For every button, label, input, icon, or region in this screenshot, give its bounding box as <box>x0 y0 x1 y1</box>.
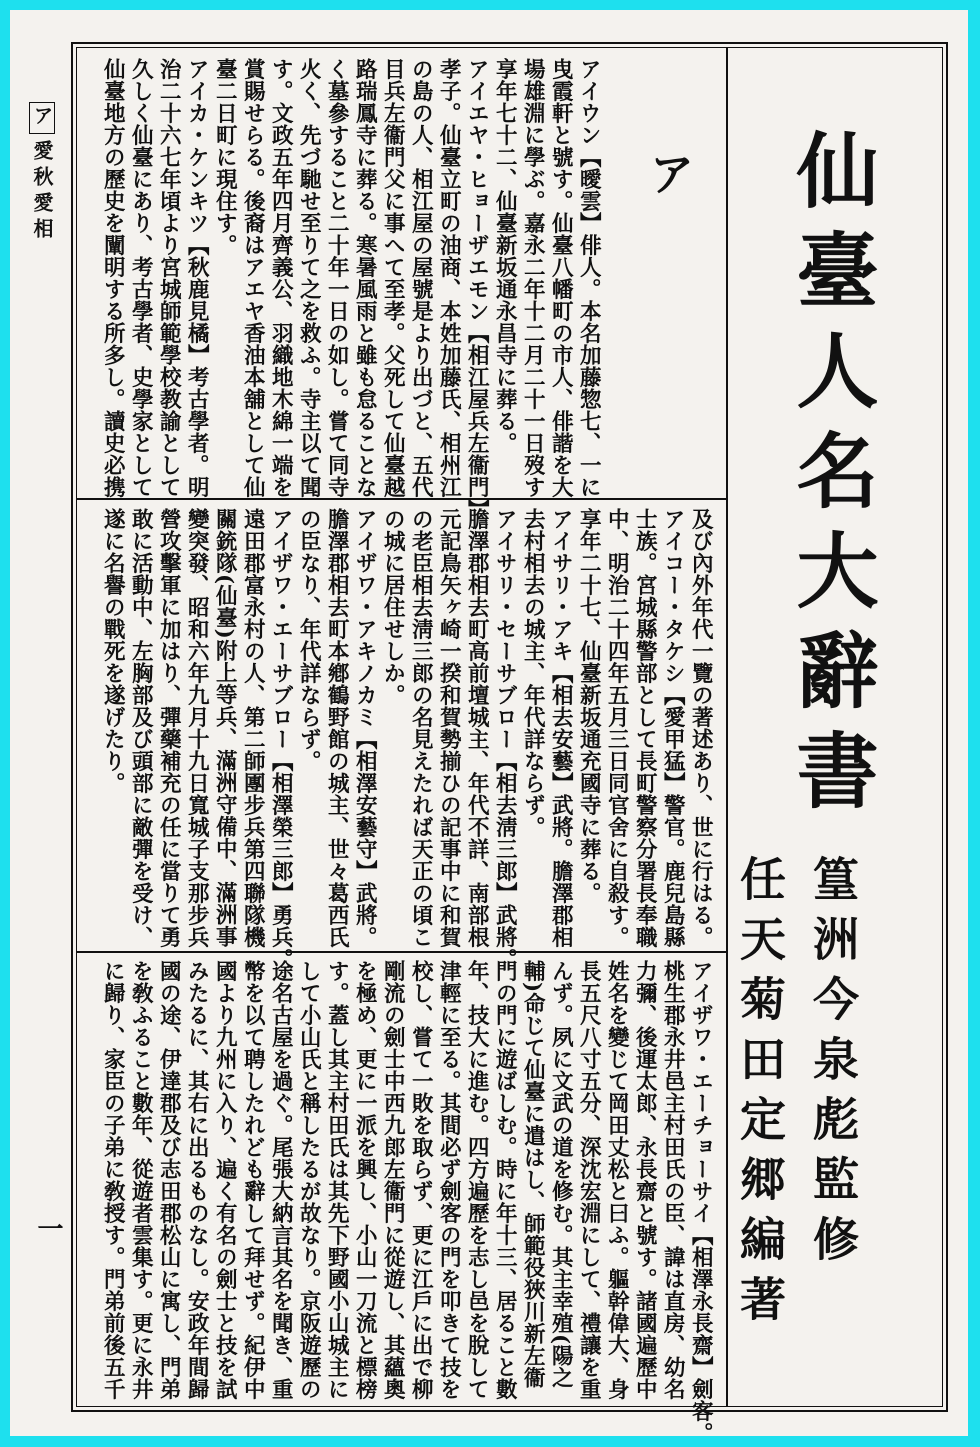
upper-column: 曳霞軒と號す。仙臺八幡町の市人、俳諧を大 <box>548 58 574 498</box>
lower-column: 輔)命じて仙臺に遣はし、師範役狹川新左衞 <box>520 960 546 1389</box>
upper-column: 賞賜せらる。後裔はアエヤ香油本舖として仙 <box>240 58 266 498</box>
middle-column: アイコー・タケシ【愛甲猛】警官。鹿兒島縣 <box>660 508 686 948</box>
middle-column: 元記鳥矢ヶ崎一揆和賀勢揃ひの記事中に和賀 <box>436 508 462 948</box>
upper-column: 仙臺地方の歷史を闡明する所多し。讀史必携 <box>100 58 126 498</box>
lower-column: 校し、嘗て一敗を取らず、更に江戶に出で柳 <box>408 960 434 1400</box>
middle-column: アイサリ・アキ【相去安藝】武將。膽澤郡相 <box>548 508 574 948</box>
lower-column: 國の途、伊達郡及び志田郡松山に寓し、門弟 <box>156 960 182 1400</box>
middle-column: 遠田郡富永村の人、第二師團步兵第四聯隊機 <box>240 508 266 948</box>
middle-column: 營攻擊軍に加はり、彈藥補充の任に當りて勇 <box>156 508 182 948</box>
lower-column: 途名古屋を過ぐ。尾張大納言其名を聞き、重 <box>268 960 294 1400</box>
middle-column: 遂に名譽の戰死を遂げたり。 <box>100 508 126 794</box>
lower-column: に歸り、家臣の子弟に敎授す。門弟前後五千 <box>100 960 126 1400</box>
upper-column: 路瑞鳳寺に葬る。寒暑風雨と雖も怠ることな <box>352 58 378 498</box>
block-divider-lower <box>76 951 726 953</box>
author-editor <box>733 855 787 1335</box>
upper-column: の島の人、相江屋の屋號是より出づと、五代 <box>408 58 434 498</box>
upper-column: 場雄淵に學ぶ。嘉永二年十二月二十一日歿す <box>520 58 546 498</box>
running-head <box>28 102 57 244</box>
author-supervisor-name: 篁洲今泉彪 <box>806 855 860 1155</box>
middle-column: アイザワ・アキノカミ【相澤安藝守】武將。 <box>352 508 378 948</box>
middle-column: 去村相去の城主、年代詳ならず。 <box>520 508 546 838</box>
lower-column: 幣を以て聘したれども辭して拜せず。紀伊中 <box>240 960 266 1400</box>
middle-column: 享年二十七、仙臺新坂通充國寺に葬る。 <box>576 508 602 904</box>
middle-column: 士族。宮城縣警部として長町警察分署長奉職 <box>632 508 658 948</box>
book-title: 仙臺人名大辭書 <box>783 128 879 828</box>
title-divider <box>726 47 728 1407</box>
upper-column: 目兵左衞門父に事へて至孝。父死して仙臺越 <box>380 58 406 498</box>
lower-column: 津輕に至る。其間必ず劍客の門を叩きて技を <box>436 960 462 1400</box>
upper-column: 治二十六七年頃より宮城師範學校教諭として <box>156 58 182 498</box>
running-head-kana: ア <box>29 102 55 134</box>
upper-column: 久しく仙臺にあり、考古學者、史學家として <box>128 58 154 498</box>
middle-column: の老臣相去淸三郎の名見えたれば天正の頃こ <box>408 508 434 948</box>
upper-column: 享年七十二、仙臺新坂通永昌寺に葬る。 <box>492 58 518 454</box>
author-supervisor-role: 監修 <box>806 1155 860 1275</box>
middle-column: アイサリ・セーサブロー【相去淸三郎】武將。 <box>492 508 518 970</box>
upper-column: く墓參すること二十年一日の如し。嘗て同寺 <box>324 58 350 498</box>
lower-column: んず。夙に文武の道を修む。其主幸殖(陽之 <box>548 960 574 1389</box>
upper-column: アイエヤ・ヒョーザエモン【相江屋兵左衞門】 <box>464 58 490 520</box>
lower-column: みたるに、其右に出るものなし。安政年間歸 <box>184 960 210 1400</box>
middle-column: 膽澤郡相去町高前壇城主、年代不詳、南部根 <box>464 508 490 948</box>
upper-column: 火く、先づ馳せ至りて之を救ふ。寺主以て聞 <box>296 58 322 498</box>
lower-column: を敎ふること數年、從遊者雲集す。更に永井 <box>128 960 154 1400</box>
lower-column: 桃生郡永井邑主村田氏の臣、諱は直房、幼名 <box>660 960 686 1400</box>
lower-column: 國より九州に入り、遍く有名の劍士と技を試 <box>212 960 238 1400</box>
block-divider-upper <box>76 498 726 500</box>
author-editor-role: 編著 <box>733 1215 787 1335</box>
lower-column: して小山氏と稱したるが故なり。京阪遊歷の <box>296 960 322 1400</box>
middle-column: の城に居住せしか。 <box>380 508 406 706</box>
middle-column: 膽澤郡相去町本鄕鶴野館の城主、世々葛西氏 <box>324 508 350 948</box>
section-heading-kana: ア <box>642 150 696 196</box>
author-supervisor <box>806 855 860 1275</box>
page-number: 一 <box>33 1215 63 1241</box>
lower-column: 年、技大に進む。四方遍歷を志し邑を脫して <box>464 960 490 1400</box>
book-page <box>10 10 968 1444</box>
middle-column: アイザワ・エーサブロー【相澤榮三郎】勇兵。 <box>268 508 294 970</box>
upper-column: す。文政五年四月齊義公、羽織地木綿一端を <box>268 58 294 498</box>
upper-column: アイウン【曖雲】俳人。本名加藤惣七、一に <box>576 58 602 498</box>
lower-column: 門の門に遊ばしむ。時に年十三、居ること數 <box>492 960 518 1400</box>
author-editor-name: 任天菊田定郷 <box>733 855 787 1215</box>
middle-column: 敢に活動中、左胸部及び頭部に敵彈を受け、 <box>128 508 154 948</box>
middle-column: 及び內外年代一覽の著述あり、世に行はる。 <box>688 508 714 948</box>
upper-column: 臺二日町に現住す。 <box>212 58 238 256</box>
lower-column: 姓名を變じて岡田丈松と曰ふ。軀幹偉大、身 <box>604 960 630 1400</box>
upper-column: アイカ・ケンキツ【秋鹿見橘】考古學者。明 <box>184 58 210 498</box>
middle-column: の臣なり、年代詳ならず。 <box>296 508 322 772</box>
running-head-range: 愛秋愛相 <box>30 140 54 244</box>
middle-column: 中、明治二十四年五月三日同官舍に自殺す。 <box>604 508 630 948</box>
lower-column: 力彌、後運太郎、永長齋と號す。諸國遍歷中 <box>632 960 658 1400</box>
lower-column: 長五尺八寸五分、深沈宏淵にして、禮讓を重 <box>576 960 602 1400</box>
lower-column: を極め、更に一派を興し、小山一刀流と標榜 <box>352 960 378 1400</box>
upper-column: 孝子。仙臺立町の油商、本姓加藤氏、相州江 <box>436 58 462 498</box>
lower-column: 剛流の劍士中西九郎左衞門に從遊し、其蘊奧 <box>380 960 406 1400</box>
middle-column: 變突發、昭和六年九月十九日寬城子支那步兵 <box>184 508 210 948</box>
lower-column: す。蓋し其主村田氏は其先下野國小山城主に <box>324 960 350 1400</box>
middle-column: 關銃隊(仙臺)附上等兵、滿洲守備中、滿洲事 <box>212 508 238 948</box>
lower-column: アイザワ・エーチョーサイ【相澤永長齋】劍客。 <box>688 960 714 1444</box>
